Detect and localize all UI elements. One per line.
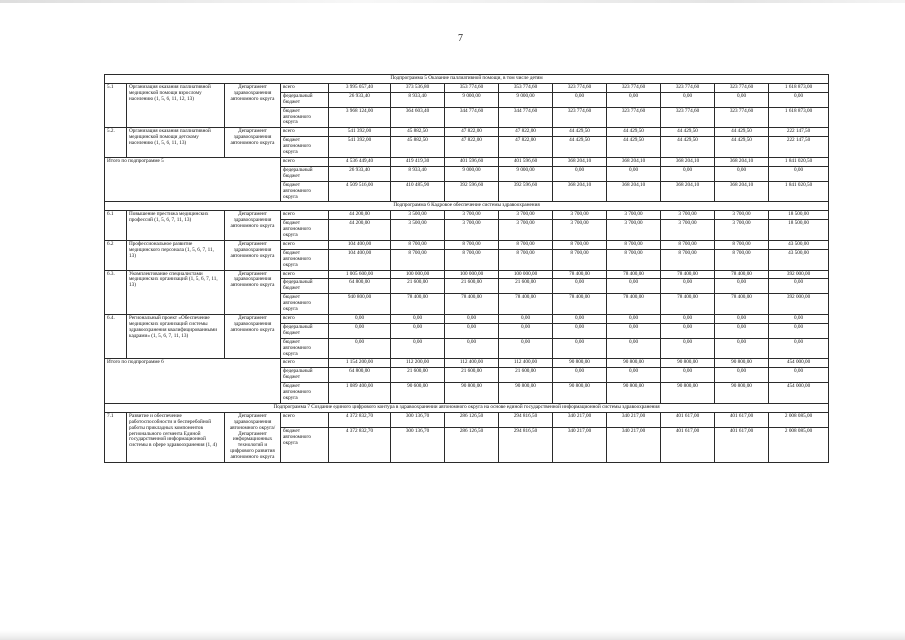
- amount-cell: 0,00: [499, 315, 553, 324]
- total-amount-cell: 90 800,00: [553, 383, 607, 404]
- total-amount-cell: 90 800,00: [607, 359, 661, 368]
- amount-cell: 0,00: [661, 323, 715, 338]
- amount-cell: 222 147,50: [769, 128, 829, 137]
- amount-cell: 43 500,00: [769, 249, 829, 270]
- item-number: 7.1: [105, 412, 127, 462]
- budget-table-body: [105, 75, 829, 463]
- amount-cell: 44 429,50: [607, 128, 661, 137]
- total-amount-cell: 8 933,40: [391, 166, 445, 181]
- amount-cell: 0,00: [445, 315, 499, 324]
- total-amount-cell: 454 000,00: [769, 383, 829, 404]
- amount-cell: 0,00: [329, 315, 391, 324]
- amount-cell: 344 774,60: [499, 107, 553, 128]
- amount-cell: 286 126,50: [445, 412, 499, 427]
- amount-cell: 78 400,00: [661, 294, 715, 315]
- amount-cell: 4 372 832,70: [329, 427, 391, 462]
- total-amount-cell: 1 841 020,50: [769, 181, 829, 202]
- item-name: Развитие и обеспечение работоспособности и бесперебойной работы прикладных компонентов регионального сегмента Единой государственной информационной системы в сфере здравоохранения (1, 4): [127, 412, 225, 462]
- amount-cell: 0,00: [769, 92, 829, 107]
- total-amount-cell: 21 600,00: [445, 368, 499, 383]
- amount-cell: 0,00: [329, 338, 391, 359]
- amount-cell: 353 774,60: [499, 83, 553, 92]
- amount-cell: 44 429,50: [607, 137, 661, 158]
- amount-cell: 3 700,00: [715, 220, 769, 241]
- total-amount-cell: 368 204,10: [661, 181, 715, 202]
- funding-source: бюджет автономного округа: [281, 137, 329, 158]
- amount-cell: 8 700,00: [715, 249, 769, 270]
- amount-cell: 8 700,00: [607, 240, 661, 249]
- total-amount-cell: 392 596,60: [499, 181, 553, 202]
- total-amount-cell: 90 600,00: [391, 383, 445, 404]
- amount-cell: 8 700,00: [445, 240, 499, 249]
- table-row: [105, 128, 829, 137]
- amount-cell: 47 822,00: [445, 128, 499, 137]
- amount-cell: 401 617,00: [715, 427, 769, 462]
- funding-source: всего: [281, 128, 329, 137]
- funding-source: бюджет автономного округа: [281, 383, 329, 404]
- item-executor: Департамент здравоохранения автономного округа/Департамент информационных технологий и цифрового развития автономного округа: [225, 412, 281, 462]
- subprogram-header-row: [105, 403, 829, 412]
- amount-cell: 18 500,00: [769, 211, 829, 220]
- amount-cell: 0,00: [607, 279, 661, 294]
- funding-source: всего: [281, 240, 329, 249]
- amount-cell: 541 392,00: [329, 137, 391, 158]
- amount-cell: 0,00: [607, 315, 661, 324]
- subprogram-total-label: Итого по подпрограмме 5: [105, 157, 281, 201]
- total-amount-cell: 401 596,60: [445, 157, 499, 166]
- amount-cell: 8 700,00: [391, 240, 445, 249]
- total-amount-cell: 368 204,10: [607, 157, 661, 166]
- funding-source: всего: [281, 412, 329, 427]
- amount-cell: 78 400,00: [607, 270, 661, 279]
- amount-cell: 3 995 057,40: [329, 83, 391, 92]
- budget-table: [104, 74, 829, 463]
- amount-cell: 1 618 873,00: [769, 107, 829, 128]
- amount-cell: 323 774,60: [553, 107, 607, 128]
- amount-cell: 0,00: [553, 279, 607, 294]
- amount-cell: 104 400,00: [329, 240, 391, 249]
- total-amount-cell: 21 600,00: [499, 368, 553, 383]
- amount-cell: 0,00: [553, 92, 607, 107]
- amount-cell: 44 200,00: [329, 220, 391, 241]
- amount-cell: 43 500,00: [769, 240, 829, 249]
- total-amount-cell: 0,00: [715, 368, 769, 383]
- subprogram-total-label: Итого по подпрограмме 6: [105, 359, 281, 403]
- amount-cell: 45 882,50: [391, 128, 445, 137]
- amount-cell: 100 000,00: [391, 270, 445, 279]
- amount-cell: 0,00: [329, 323, 391, 338]
- amount-cell: 0,00: [769, 315, 829, 324]
- total-amount-cell: 112 400,00: [445, 359, 499, 368]
- amount-cell: 0,00: [499, 323, 553, 338]
- item-executor: Департамент здравоохранения автономного округа: [225, 240, 281, 270]
- subprogram-title: Подпрограмма 7 Создание единого цифрового контура в здравоохранении автономного округа на основе единой государственной информационной системы здравоохранения: [105, 403, 829, 412]
- total-amount-cell: 0,00: [661, 368, 715, 383]
- item-executor: Департамент здравоохранения автономного округа: [225, 270, 281, 314]
- amount-cell: 344 774,60: [445, 107, 499, 128]
- amount-cell: 541 392,00: [329, 128, 391, 137]
- item-executor: Департамент здравоохранения автономного округа: [225, 211, 281, 241]
- item-number: 6.2: [105, 240, 127, 270]
- item-number: 5.2.: [105, 128, 127, 158]
- scan-edge-top: [0, 0, 905, 3]
- total-amount-cell: 0,00: [661, 166, 715, 181]
- total-amount-cell: 9 000,00: [499, 166, 553, 181]
- amount-cell: 392 000,00: [769, 270, 829, 279]
- amount-cell: 300 136,70: [391, 427, 445, 462]
- amount-cell: 0,00: [607, 338, 661, 359]
- table-row: [105, 412, 829, 427]
- amount-cell: 1 005 600,00: [329, 270, 391, 279]
- subprogram-header-row: [105, 202, 829, 211]
- item-number: 6.3.: [105, 270, 127, 314]
- funding-source: всего: [281, 157, 329, 166]
- amount-cell: 401 617,00: [715, 412, 769, 427]
- total-amount-cell: 90 800,00: [499, 383, 553, 404]
- amount-cell: 0,00: [445, 338, 499, 359]
- amount-cell: 340 217,00: [553, 427, 607, 462]
- amount-cell: 340 217,00: [607, 412, 661, 427]
- funding-source: бюджет автономного округа: [281, 181, 329, 202]
- total-amount-cell: 0,00: [553, 166, 607, 181]
- amount-cell: 3 700,00: [553, 211, 607, 220]
- funding-source: бюджет автономного округа: [281, 107, 329, 128]
- amount-cell: 0,00: [553, 323, 607, 338]
- amount-cell: 8 700,00: [661, 240, 715, 249]
- amount-cell: 294 816,50: [499, 427, 553, 462]
- item-executor: Департамент здравоохранения автономного округа: [225, 128, 281, 158]
- funding-source: всего: [281, 315, 329, 324]
- amount-cell: 392 000,00: [769, 294, 829, 315]
- total-amount-cell: 0,00: [607, 166, 661, 181]
- amount-cell: 8 700,00: [607, 249, 661, 270]
- amount-cell: 100 000,00: [445, 270, 499, 279]
- funding-source: федеральный бюджет: [281, 166, 329, 181]
- amount-cell: 323 774,60: [661, 107, 715, 128]
- total-amount-cell: 0,00: [769, 166, 829, 181]
- total-amount-cell: 392 596,60: [445, 181, 499, 202]
- amount-cell: 44 429,50: [715, 128, 769, 137]
- total-amount-cell: 112 200,00: [391, 359, 445, 368]
- item-name: Укомплектование специалистами медицинских организаций (1, 5, 6, 7, 11, 13): [127, 270, 225, 314]
- amount-cell: 294 816,50: [499, 412, 553, 427]
- amount-cell: 300 136,70: [391, 412, 445, 427]
- amount-cell: 78 400,00: [445, 294, 499, 315]
- item-name: Организация оказания паллиативной медицинской помощи детскому населению (1, 5, 6, 11, 13): [127, 128, 225, 158]
- amount-cell: 2 008 085,00: [769, 412, 829, 427]
- amount-cell: 353 774,60: [445, 83, 499, 92]
- scan-edge-bottom: [0, 630, 905, 640]
- amount-cell: 64 800,00: [329, 279, 391, 294]
- total-row: [105, 157, 829, 166]
- item-number: 6.1: [105, 211, 127, 241]
- amount-cell: 3 700,00: [553, 220, 607, 241]
- amount-cell: 44 200,00: [329, 211, 391, 220]
- total-amount-cell: 0,00: [553, 368, 607, 383]
- amount-cell: 0,00: [769, 279, 829, 294]
- amount-cell: 364 603,40: [391, 107, 445, 128]
- amount-cell: 104 400,00: [329, 249, 391, 270]
- amount-cell: 47 822,00: [445, 137, 499, 158]
- amount-cell: 18 500,00: [769, 220, 829, 241]
- total-amount-cell: 90 800,00: [661, 383, 715, 404]
- amount-cell: 0,00: [391, 323, 445, 338]
- table-row: [105, 240, 829, 249]
- total-amount-cell: 4 509 516,00: [329, 181, 391, 202]
- funding-source: бюджет автономного округа: [281, 338, 329, 359]
- amount-cell: 3 700,00: [499, 211, 553, 220]
- amount-cell: 3 700,00: [607, 220, 661, 241]
- funding-source: всего: [281, 211, 329, 220]
- total-amount-cell: 112 400,00: [499, 359, 553, 368]
- amount-cell: 0,00: [769, 323, 829, 338]
- amount-cell: 78 400,00: [499, 294, 553, 315]
- amount-cell: 0,00: [607, 92, 661, 107]
- amount-cell: 8 700,00: [553, 249, 607, 270]
- amount-cell: 47 822,00: [499, 137, 553, 158]
- funding-source: всего: [281, 83, 329, 92]
- total-amount-cell: 368 204,10: [715, 157, 769, 166]
- total-amount-cell: 90 800,00: [715, 383, 769, 404]
- amount-cell: 3 968 124,00: [329, 107, 391, 128]
- amount-cell: 3 700,00: [445, 220, 499, 241]
- total-amount-cell: 90 800,00: [445, 383, 499, 404]
- item-name: Организация оказания паллиативной медицинской помощи взрослому населению (1, 5, 6, 11, 12, 13): [127, 83, 225, 127]
- total-amount-cell: 368 204,10: [553, 157, 607, 166]
- total-amount-cell: 0,00: [769, 368, 829, 383]
- amount-cell: 373 536,80: [391, 83, 445, 92]
- total-amount-cell: 0,00: [715, 166, 769, 181]
- amount-cell: 401 617,00: [661, 412, 715, 427]
- amount-cell: 0,00: [715, 323, 769, 338]
- amount-cell: 44 429,50: [715, 137, 769, 158]
- amount-cell: 0,00: [445, 323, 499, 338]
- amount-cell: 0,00: [391, 315, 445, 324]
- funding-source: федеральный бюджет: [281, 279, 329, 294]
- item-executor: Департамент здравоохранения автономного округа: [225, 315, 281, 359]
- funding-source: бюджет автономного округа: [281, 220, 329, 241]
- amount-cell: 1 618 873,00: [769, 83, 829, 92]
- amount-cell: 8 700,00: [445, 249, 499, 270]
- amount-cell: 9 000,00: [445, 92, 499, 107]
- total-amount-cell: 368 204,10: [553, 181, 607, 202]
- table-row: [105, 315, 829, 324]
- total-amount-cell: 368 204,10: [715, 181, 769, 202]
- funding-source: федеральный бюджет: [281, 92, 329, 107]
- total-amount-cell: 90 800,00: [661, 359, 715, 368]
- amount-cell: 3 700,00: [661, 220, 715, 241]
- amount-cell: 8 700,00: [391, 249, 445, 270]
- amount-cell: 8 700,00: [715, 240, 769, 249]
- amount-cell: 3 700,00: [661, 211, 715, 220]
- item-name: Повышение престижа медицинских профессий (1, 5, 6, 7, 11, 13): [127, 211, 225, 241]
- amount-cell: 3 700,00: [715, 211, 769, 220]
- funding-source: бюджет автономного округа: [281, 249, 329, 270]
- amount-cell: 286 126,50: [445, 427, 499, 462]
- item-name: Региональный проект «Обеспечение медицинских организаций системы здравоохранения квалифицированными кадрами» (1, 5, 6, 7, 11, 13): [127, 315, 225, 359]
- amount-cell: 323 774,60: [607, 83, 661, 92]
- amount-cell: 8 700,00: [661, 249, 715, 270]
- amount-cell: 78 400,00: [715, 270, 769, 279]
- total-amount-cell: 1 089 400,00: [329, 383, 391, 404]
- amount-cell: 21 600,00: [445, 279, 499, 294]
- amount-cell: 0,00: [661, 279, 715, 294]
- amount-cell: 8 700,00: [499, 240, 553, 249]
- amount-cell: 100 000,00: [499, 270, 553, 279]
- amount-cell: 340 217,00: [553, 412, 607, 427]
- amount-cell: 0,00: [769, 338, 829, 359]
- table-row: [105, 211, 829, 220]
- total-amount-cell: 410 485,90: [391, 181, 445, 202]
- amount-cell: 8 700,00: [553, 240, 607, 249]
- funding-source: федеральный бюджет: [281, 323, 329, 338]
- amount-cell: 78 400,00: [391, 294, 445, 315]
- page-number: 7: [458, 33, 463, 44]
- subprogram-title: Подпрограмма 6 Кадровое обеспечение системы здравоохранения: [105, 202, 829, 211]
- amount-cell: 45 882,50: [391, 137, 445, 158]
- total-amount-cell: 90 800,00: [553, 359, 607, 368]
- amount-cell: 78 400,00: [553, 294, 607, 315]
- amount-cell: 3 700,00: [607, 211, 661, 220]
- total-amount-cell: 90 800,00: [715, 359, 769, 368]
- amount-cell: 0,00: [661, 92, 715, 107]
- amount-cell: 222 147,50: [769, 137, 829, 158]
- item-executor: Департамент здравоохранения автономного округа: [225, 83, 281, 127]
- amount-cell: 9 000,00: [499, 92, 553, 107]
- amount-cell: 47 822,00: [499, 128, 553, 137]
- amount-cell: 940 800,00: [329, 294, 391, 315]
- amount-cell: 0,00: [499, 338, 553, 359]
- total-amount-cell: 64 800,00: [329, 368, 391, 383]
- amount-cell: 340 217,00: [607, 427, 661, 462]
- total-amount-cell: 90 800,00: [607, 383, 661, 404]
- total-amount-cell: 4 536 449,40: [329, 157, 391, 166]
- amount-cell: 0,00: [661, 338, 715, 359]
- subprogram-header-row: [105, 75, 829, 84]
- amount-cell: 323 774,60: [661, 83, 715, 92]
- total-amount-cell: 419 419,30: [391, 157, 445, 166]
- funding-source: федеральный бюджет: [281, 368, 329, 383]
- amount-cell: 3 700,00: [445, 211, 499, 220]
- funding-source: бюджет автономного округа: [281, 294, 329, 315]
- amount-cell: 323 774,60: [715, 83, 769, 92]
- amount-cell: 21 600,00: [391, 279, 445, 294]
- amount-cell: 3 500,00: [391, 211, 445, 220]
- total-amount-cell: 1 154 200,00: [329, 359, 391, 368]
- amount-cell: 0,00: [715, 92, 769, 107]
- amount-cell: 0,00: [715, 279, 769, 294]
- amount-cell: 44 429,50: [553, 128, 607, 137]
- total-amount-cell: 9 000,00: [445, 166, 499, 181]
- subprogram-title: Подпрограмма 5 Оказание паллиативной помощи, в том числе детям: [105, 75, 829, 84]
- amount-cell: 44 429,50: [553, 137, 607, 158]
- funding-source: всего: [281, 270, 329, 279]
- total-amount-cell: 454 000,00: [769, 359, 829, 368]
- amount-cell: 0,00: [553, 338, 607, 359]
- total-amount-cell: 26 933,40: [329, 166, 391, 181]
- amount-cell: 401 617,00: [661, 427, 715, 462]
- amount-cell: 0,00: [715, 338, 769, 359]
- amount-cell: 0,00: [553, 315, 607, 324]
- item-number: 6.4.: [105, 315, 127, 359]
- amount-cell: 78 400,00: [715, 294, 769, 315]
- amount-cell: 78 400,00: [607, 294, 661, 315]
- amount-cell: 2 008 085,00: [769, 427, 829, 462]
- amount-cell: 8 933,40: [391, 92, 445, 107]
- total-amount-cell: 21 600,00: [391, 368, 445, 383]
- funding-source: всего: [281, 359, 329, 368]
- amount-cell: 0,00: [607, 323, 661, 338]
- total-amount-cell: 0,00: [607, 368, 661, 383]
- amount-cell: 78 400,00: [553, 270, 607, 279]
- amount-cell: 4 372 832,70: [329, 412, 391, 427]
- total-amount-cell: 1 841 020,50: [769, 157, 829, 166]
- amount-cell: 323 774,60: [607, 107, 661, 128]
- amount-cell: 0,00: [391, 338, 445, 359]
- total-row: [105, 359, 829, 368]
- amount-cell: 3 500,00: [391, 220, 445, 241]
- amount-cell: 8 700,00: [499, 249, 553, 270]
- item-name: Профессиональное развитие медицинского персонала (1, 5, 6, 7, 11, 13): [127, 240, 225, 270]
- table-row: [105, 83, 829, 92]
- amount-cell: 21 600,00: [499, 279, 553, 294]
- total-amount-cell: 401 596,60: [499, 157, 553, 166]
- funding-source: бюджет автономного округа: [281, 427, 329, 462]
- amount-cell: 78 400,00: [661, 270, 715, 279]
- total-amount-cell: 368 204,10: [607, 181, 661, 202]
- total-amount-cell: 368 204,10: [661, 157, 715, 166]
- amount-cell: 26 933,40: [329, 92, 391, 107]
- amount-cell: 323 774,60: [715, 107, 769, 128]
- amount-cell: 44 429,50: [661, 137, 715, 158]
- amount-cell: 3 700,00: [499, 220, 553, 241]
- amount-cell: 0,00: [715, 315, 769, 324]
- table-row: [105, 270, 829, 279]
- amount-cell: 0,00: [661, 315, 715, 324]
- item-number: 5.1: [105, 83, 127, 127]
- amount-cell: 323 774,60: [553, 83, 607, 92]
- amount-cell: 44 429,50: [661, 128, 715, 137]
